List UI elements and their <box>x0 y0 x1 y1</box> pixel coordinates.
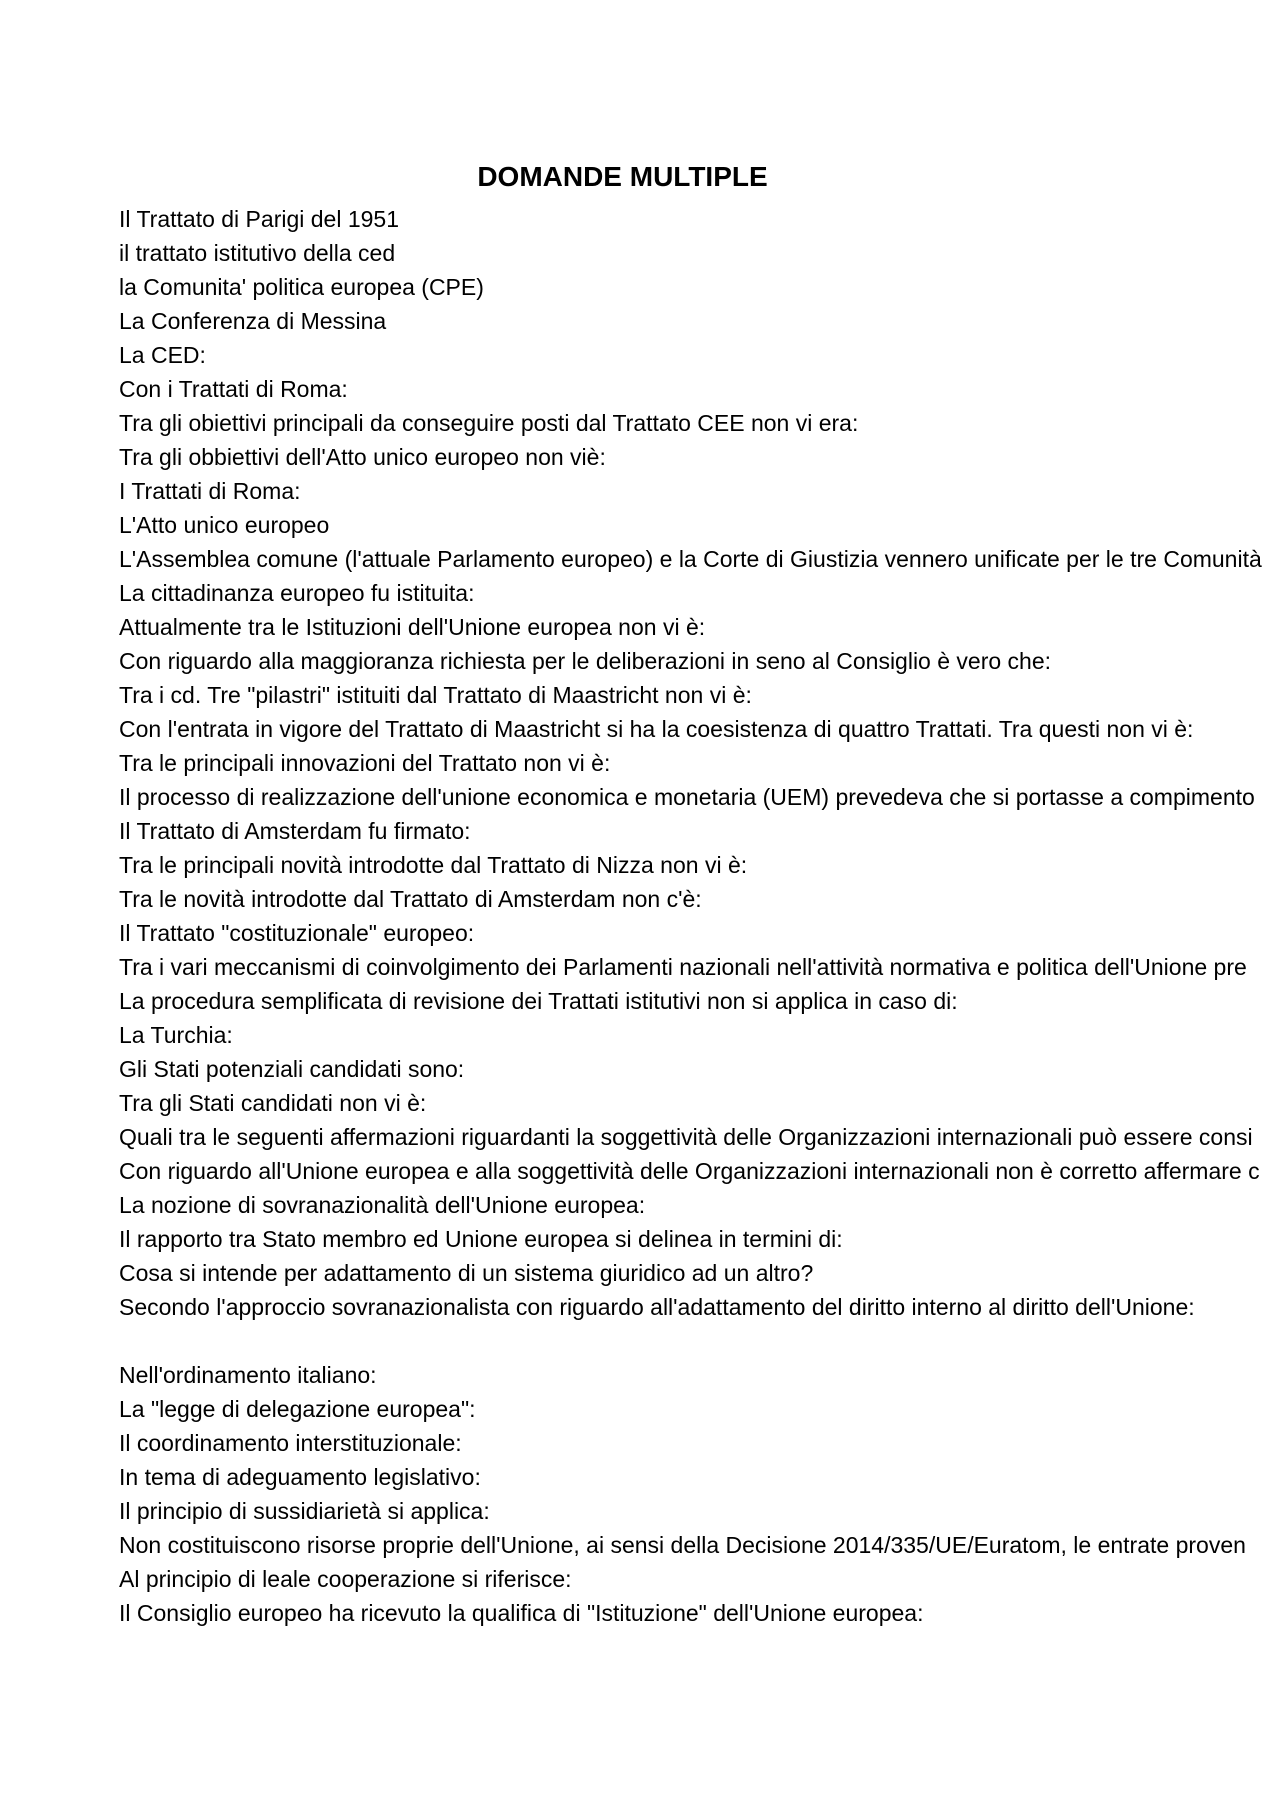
question-line: L'Assemblea comune (l'attuale Parlamento europeo) e la Corte di Giustizia vennero unificate per le tre Comunità <box>119 546 1262 572</box>
question-line: Tra i vari meccanismi di coinvolgimento dei Parlamenti nazionali nell'attività normativa e politica dell'Unione pre <box>119 954 1247 980</box>
question-line: La cittadinanza europeo fu istituita: <box>119 580 475 606</box>
question-line: la Comunita' politica europea (CPE) <box>119 274 484 300</box>
question-line: Tra le novità introdotte dal Trattato di Amsterdam non c'è: <box>119 886 702 912</box>
question-line: Il principio di sussidiarietà si applica: <box>119 1498 490 1524</box>
question-line: Quali tra le seguenti affermazioni riguardanti la soggettività delle Organizzazioni internazionali può essere consi <box>119 1124 1253 1150</box>
question-line: La nozione di sovranazionalità dell'Unione europea: <box>119 1192 646 1218</box>
question-line: La "legge di delegazione europea": <box>119 1396 476 1422</box>
question-line: Gli Stati potenziali candidati sono: <box>119 1056 465 1082</box>
question-line: Con riguardo all'Unione europea e alla soggettività delle Organizzazioni internazionali non è corretto affermare c <box>119 1158 1260 1184</box>
question-line: Attualmente tra le Istituzioni dell'Unione europea non vi è: <box>119 614 706 640</box>
question-line: Non costituiscono risorse proprie dell'Unione, ai sensi della Decisione 2014/335/UE/Euratom, le entrate proven <box>119 1532 1246 1558</box>
question-line: La Conferenza di Messina <box>119 308 387 334</box>
question-list <box>119 202 1280 1630</box>
question-line: Tra gli obbiettivi dell'Atto unico europeo non viè: <box>119 444 606 470</box>
question-line: Con l'entrata in vigore del Trattato di Maastricht si ha la coesistenza di quattro Trattati. Tra questi non vi è: <box>119 716 1194 742</box>
question-line: Il Trattato di Amsterdam fu firmato: <box>119 818 471 844</box>
question-line: In tema di adeguamento legislativo: <box>119 1464 481 1490</box>
question-line: Cosa si intende per adattamento di un sistema giuridico ad un altro? <box>119 1260 814 1286</box>
question-line: L'Atto unico europeo <box>119 512 330 538</box>
question-line: Il Trattato "costituzionale" europeo: <box>119 920 475 946</box>
question-line: Tra i cd. Tre "pilastri" istituiti dal Trattato di Maastricht non vi è: <box>119 682 752 708</box>
question-line: Con i Trattati di Roma: <box>119 376 348 402</box>
question-line: Nell'ordinamento italiano: <box>119 1362 377 1388</box>
question-line: Il Consiglio europeo ha ricevuto la qualifica di "Istituzione" dell'Unione europea: <box>119 1600 924 1626</box>
question-line: Al principio di leale cooperazione si riferisce: <box>119 1566 572 1592</box>
question-line: La Turchia: <box>119 1022 233 1048</box>
question-line: Tra le principali novità introdotte dal Trattato di Nizza non vi è: <box>119 852 748 878</box>
question-line: Secondo l'approccio sovranazionalista con riguardo all'adattamento del diritto interno al diritto dell'Unione: <box>119 1294 1195 1320</box>
question-line: Tra gli Stati candidati non vi è: <box>119 1090 427 1116</box>
page-title: DOMANDE MULTIPLE <box>477 161 768 192</box>
question-line <box>119 1324 1280 1358</box>
question-line: Tra le principali innovazioni del Trattato non vi è: <box>119 750 611 776</box>
question-line: Tra gli obiettivi principali da conseguire posti dal Trattato CEE non vi era: <box>119 410 859 436</box>
question-line: La procedura semplificata di revisione dei Trattati istitutivi non si applica in caso di: <box>119 988 958 1014</box>
question-line: Il processo di realizzazione dell'unione economica e monetaria (UEM) prevedeva che si portasse a compimento <box>119 784 1255 810</box>
question-line: La CED: <box>119 342 206 368</box>
question-line: Il coordinamento interstituzionale: <box>119 1430 462 1456</box>
question-line: Il Trattato di Parigi del 1951 <box>119 206 399 232</box>
question-line: Con riguardo alla maggioranza richiesta per le deliberazioni in seno al Consiglio è vero che: <box>119 648 1052 674</box>
question-line: Il rapporto tra Stato membro ed Unione europea si delinea in termini di: <box>119 1226 843 1252</box>
question-line: il trattato istitutivo della ced <box>119 240 396 266</box>
question-line: I Trattati di Roma: <box>119 478 301 504</box>
